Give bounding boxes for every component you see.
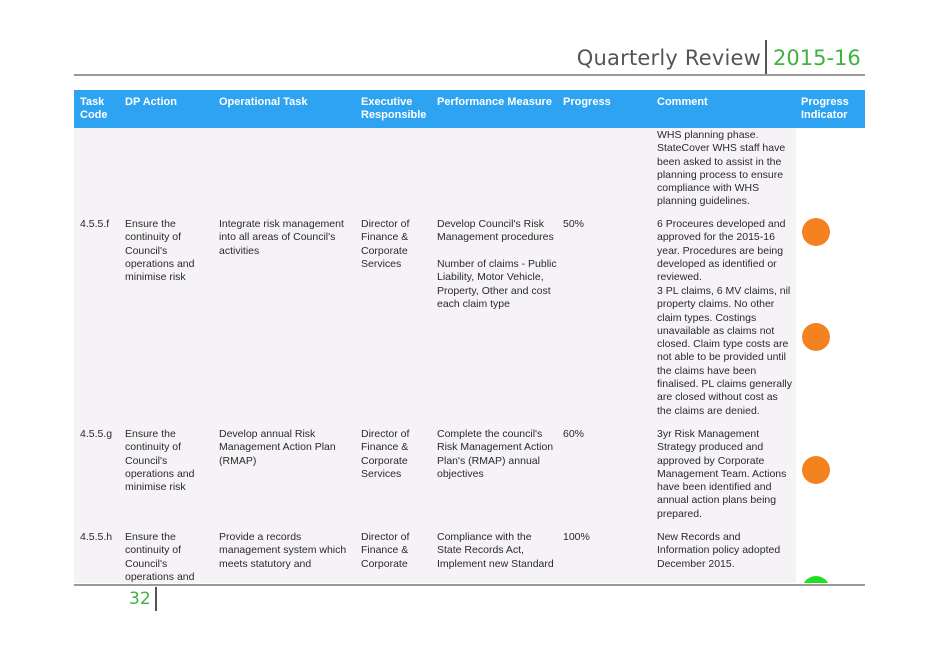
row-f-progress: 50% [563,218,585,230]
row-g-measure-1: Complete the council's Risk Management Action Plan's (RMAP) annual objectives [437,428,554,480]
row-f-measure-2: Number of claims - Public Liability, Motor Vehicle, Property, Other and cost each claim type [437,258,557,310]
row-g-comment: 3yr Risk Management Strategy produced and approved by Corporate Management Team. Actions have been identified and annual action plans being prepared. [657,428,787,520]
row-f-code: 4.5.5.f [80,218,110,230]
table-header [74,90,865,128]
page-header [0,0,939,80]
page-number-divider [155,587,157,611]
row-f-comment-1: 6 Proceures developed and approved for the 2015-16 year. Procedures are being developed as identified or reviewed. [657,218,786,284]
row-g-executive: Director of Finance & Corporate Services [361,428,410,480]
row-h-executive: Director of Finance & Corporate [361,531,410,570]
col-progress: Progress [563,96,611,108]
row-g-code: 4.5.5.g [80,428,113,440]
col-comment: Comment [657,96,708,108]
row-f-comment-2: 3 PL claims, 6 MV claims, nil property claims. No other claim types. Costings unavailable as claims not closed. Claim type costs are not able to be provided until the claims have been finalised. PL claims generally are closed without cost as the claims are denied. [657,285,793,417]
header-divider [765,40,767,74]
review-table [74,90,865,583]
report-title: Quarterly Review [576,46,761,70]
col-performance-measure: Performance Measure [437,96,552,108]
row-g-progress: 60% [563,428,585,440]
row-g-indicator [802,456,830,484]
col-progress-indicator: Progress Indicator [801,96,849,121]
report-year: 2015-16 [773,46,861,70]
indicator-column [796,128,865,583]
continuation-comment: WHS planning phase. StateCover WHS staff have been asked to assist in the planning process to ensure compliance with WHS planning guidelines. [657,129,786,208]
row-g-dp-action: Ensure the continuity of Council's operations and minimise risk [125,428,195,494]
row-h-dp-action: Ensure the continuity of Council's operations and [125,531,195,583]
row-f-indicator-1 [802,218,830,246]
row-h-comment: New Records and Information policy adopted December 2015. [657,531,781,570]
row-h-operational-task: Provide a records management system which meets statutory and [219,531,347,570]
col-operational-task: Operational Task [219,96,308,108]
row-h-progress: 100% [563,531,590,543]
table-body [74,128,865,583]
row-g-operational-task: Develop annual Risk Management Action Plan (RMAP) [219,428,336,467]
page-number: 32 [129,589,151,609]
row-f-measure-1: Develop Council's Risk Management procedures [437,218,554,244]
col-task-code: Task Code [80,96,108,121]
row-h-measure-1: Compliance with the State Records Act, Implement new Standard [437,531,554,570]
header-rule [74,74,865,76]
col-dp-action: DP Action [125,96,177,108]
row-f-operational-task: Integrate risk management into all areas of Council's activities [219,218,344,257]
row-f-indicator-2 [802,323,830,351]
row-f-executive: Director of Finance & Corporate Services [361,218,410,270]
col-executive-responsible: Executive Responsible [361,96,427,121]
row-h-code: 4.5.5.h [80,531,113,543]
row-f-dp-action: Ensure the continuity of Council's operations and minimise risk [125,218,195,284]
footer-rule [74,584,865,586]
